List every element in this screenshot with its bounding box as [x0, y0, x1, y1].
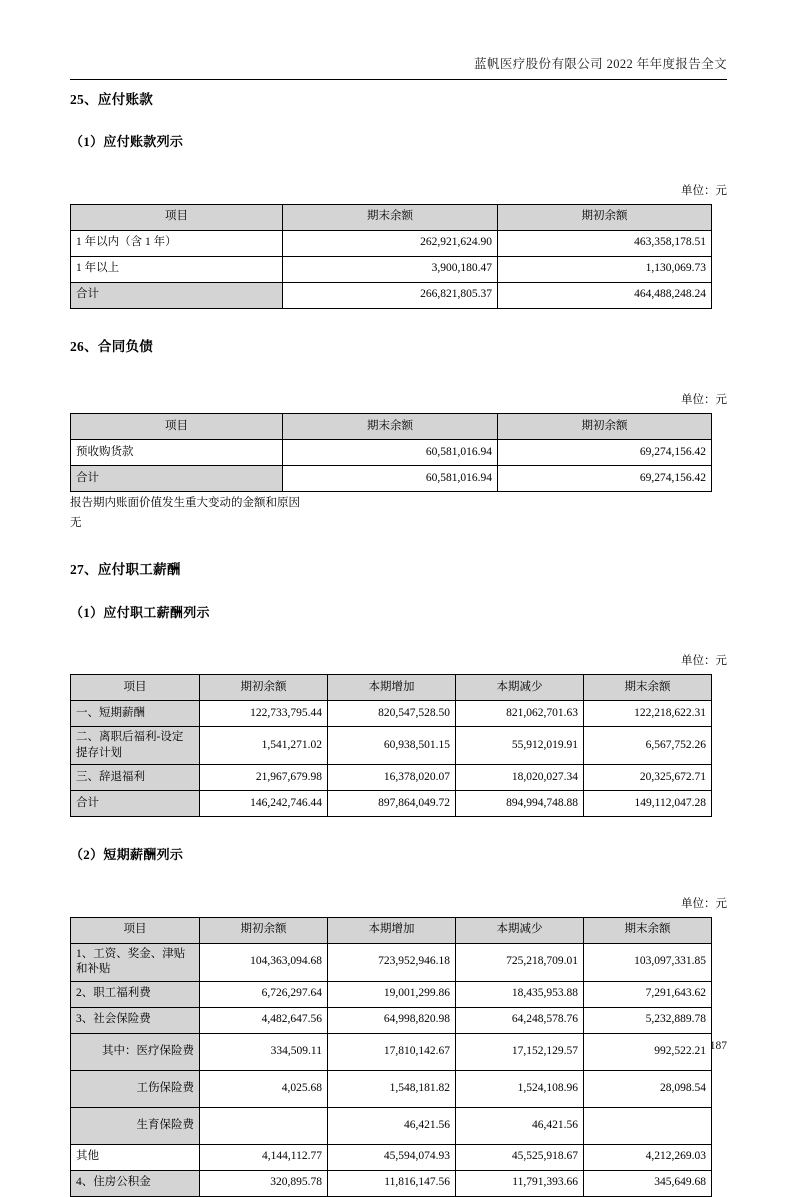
- column-header-closing: 期末余额: [283, 413, 498, 439]
- row-value: 60,581,016.94: [283, 465, 498, 491]
- row-label: 1 年以内（含 1 年）: [71, 230, 283, 256]
- section-heading-25: 25、应付账款: [70, 92, 154, 107]
- column-header-item: 项目: [71, 917, 200, 943]
- row-value: 821,062,701.63: [456, 701, 584, 727]
- column-header-item: 项目: [71, 204, 283, 230]
- row-value: 723,952,946.18: [328, 943, 456, 981]
- row-label: 预收购货款: [71, 439, 283, 465]
- row-value: 60,581,016.94: [283, 439, 498, 465]
- row-value: 4,144,112.77: [200, 1144, 328, 1170]
- row-value: 1,524,108.96: [456, 1070, 584, 1107]
- column-header-opening: 期初余额: [498, 204, 712, 230]
- row-value: 6,567,752.26: [584, 727, 712, 765]
- row-label: 三、辞退福利: [71, 765, 200, 791]
- row-value: 1,541,271.02: [200, 727, 328, 765]
- unit-label-table3: 单位：元: [681, 655, 727, 668]
- unit-label-table4: 单位：元: [681, 897, 727, 910]
- row-value: 122,733,795.44: [200, 701, 328, 727]
- row-value: 45,525,918.67: [456, 1144, 584, 1170]
- section-heading-27: 27、应付职工薪酬: [70, 562, 181, 578]
- row-value: 18,435,953.88: [456, 981, 584, 1007]
- row-value: 69,274,156.42: [498, 465, 712, 491]
- row-value: 60,938,501.15: [328, 727, 456, 765]
- column-header-item: 项目: [71, 675, 200, 701]
- row-value: 64,998,820.98: [328, 1007, 456, 1033]
- table-row: [71, 1107, 712, 1144]
- table-total-row: [71, 791, 712, 817]
- row-value: 21,967,679.98: [200, 765, 328, 791]
- table-header-row: [71, 413, 712, 439]
- row-value: 262,921,624.90: [283, 230, 498, 256]
- row-label-sub: 工伤保险费: [71, 1070, 200, 1107]
- table-total-row: [71, 282, 712, 308]
- column-header-increase: 本期增加: [328, 917, 456, 943]
- row-value: 266,821,805.37: [283, 282, 498, 308]
- table-row: [71, 1007, 712, 1033]
- row-value: 45,594,074.93: [328, 1144, 456, 1170]
- row-value: 69,274,156.42: [498, 439, 712, 465]
- row-value: 17,152,129.57: [456, 1033, 584, 1070]
- row-value: 28,098.54: [584, 1070, 712, 1107]
- row-value: 146,242,746.44: [200, 791, 328, 817]
- row-value: 4,212,269.03: [584, 1144, 712, 1170]
- subsection-heading-27-2: （2）短期薪酬列示: [70, 847, 184, 863]
- row-label: 1 年以上: [71, 256, 283, 282]
- row-value: 894,994,748.88: [456, 791, 584, 817]
- table-header-row: [71, 675, 712, 701]
- row-value: 64,248,578.76: [456, 1007, 584, 1033]
- row-value: 11,791,393.66: [456, 1170, 584, 1196]
- row-value: 3,900,180.47: [283, 256, 498, 282]
- row-label: 其他: [71, 1144, 200, 1170]
- column-header-item: 项目: [71, 413, 283, 439]
- unit-label-table1: 单位：元: [681, 184, 727, 197]
- page-number: 187: [709, 1040, 727, 1052]
- row-value: 104,363,094.68: [200, 943, 328, 981]
- table-header-row: [71, 917, 712, 943]
- table-row: [71, 1070, 712, 1107]
- row-value: 725,218,709.01: [456, 943, 584, 981]
- column-header-closing: 期末余额: [283, 204, 498, 230]
- row-value: 20,325,672.71: [584, 765, 712, 791]
- row-value: 464,488,248.24: [498, 282, 712, 308]
- subsection-heading-25-1: （1）应付账款列示: [70, 134, 184, 150]
- short-term-compensation-table: [70, 917, 712, 1197]
- row-value: 345,649.68: [584, 1170, 712, 1196]
- table-row: [71, 256, 712, 282]
- note-line-2: 无: [70, 517, 82, 530]
- row-value: 46,421.56: [456, 1107, 584, 1144]
- row-value: 4,482,647.56: [200, 1007, 328, 1033]
- table-row: [71, 701, 712, 727]
- row-label-total: 合计: [71, 465, 283, 491]
- column-header-decrease: 本期减少: [456, 675, 584, 701]
- row-value: 6,726,297.64: [200, 981, 328, 1007]
- row-value: 463,358,178.51: [498, 230, 712, 256]
- row-value: 334,509.11: [200, 1033, 328, 1070]
- column-header-closing: 期末余额: [584, 675, 712, 701]
- row-value: 897,864,049.72: [328, 791, 456, 817]
- row-value: 4,025.68: [200, 1070, 328, 1107]
- column-header-increase: 本期增加: [328, 675, 456, 701]
- accounts-payable-table: [70, 204, 712, 309]
- row-label-total: 合计: [71, 282, 283, 308]
- row-value: 103,097,331.85: [584, 943, 712, 981]
- row-value: 149,112,047.28: [584, 791, 712, 817]
- table-row: [71, 230, 712, 256]
- contract-liabilities-table: [70, 413, 712, 492]
- row-value: 7,291,643.62: [584, 981, 712, 1007]
- row-value: 46,421.56: [328, 1107, 456, 1144]
- row-value: 18,020,027.34: [456, 765, 584, 791]
- row-label: 二、离职后福利-设定提存计划: [71, 727, 200, 765]
- row-value: 1,548,181.82: [328, 1070, 456, 1107]
- table-row: [71, 1144, 712, 1170]
- table-row: [71, 1170, 712, 1196]
- row-label-total: 合计: [71, 791, 200, 817]
- row-label: 一、短期薪酬: [71, 701, 200, 727]
- row-label: 4、住房公积金: [71, 1170, 200, 1196]
- row-value: 16,378,020.07: [328, 765, 456, 791]
- row-value: 19,001,299.86: [328, 981, 456, 1007]
- section-heading-26: 26、合同负债: [70, 338, 154, 354]
- row-label-sub: 其中：医疗保险费: [71, 1033, 200, 1070]
- row-value: [584, 1107, 712, 1144]
- row-value: 320,895.78: [200, 1170, 328, 1196]
- row-label: 3、社会保险费: [71, 1007, 200, 1033]
- column-header-decrease: 本期减少: [456, 917, 584, 943]
- header-rule: [70, 79, 727, 80]
- column-header-opening: 期初余额: [498, 413, 712, 439]
- table-row: [71, 439, 712, 465]
- row-label: 2、职工福利费: [71, 981, 200, 1007]
- row-value: 820,547,528.50: [328, 701, 456, 727]
- table-row: [71, 981, 712, 1007]
- row-value: 11,816,147.56: [328, 1170, 456, 1196]
- column-header-opening: 期初余额: [200, 917, 328, 943]
- column-header-closing: 期末余额: [584, 917, 712, 943]
- employee-compensation-table: [70, 674, 712, 817]
- row-value: 55,912,019.91: [456, 727, 584, 765]
- row-value: 5,232,889.78: [584, 1007, 712, 1033]
- row-label-sub: 生育保险费: [71, 1107, 200, 1144]
- unit-label-table2: 单位：元: [681, 393, 727, 406]
- column-header-opening: 期初余额: [200, 675, 328, 701]
- subsection-heading-27-1: （1）应付职工薪酬列示: [70, 604, 210, 620]
- row-value: 992,522.21: [584, 1033, 712, 1070]
- table-row: [71, 727, 712, 765]
- row-label: 1、工资、奖金、津贴和补贴: [71, 943, 200, 981]
- table-row: [71, 765, 712, 791]
- table-row: [71, 943, 712, 981]
- table-total-row: [71, 465, 712, 491]
- row-value: 122,218,622.31: [584, 701, 712, 727]
- note-line-1: 报告期内账面价值发生重大变动的金额和原因: [70, 496, 300, 509]
- row-value: [200, 1107, 328, 1144]
- table-header-row: [71, 204, 712, 230]
- row-value: 17,810,142.67: [328, 1033, 456, 1070]
- running-header: 蓝帆医疗股份有限公司 2022 年年度报告全文: [474, 57, 727, 71]
- page-content: [70, 92, 727, 1197]
- row-value: 1,130,069.73: [498, 256, 712, 282]
